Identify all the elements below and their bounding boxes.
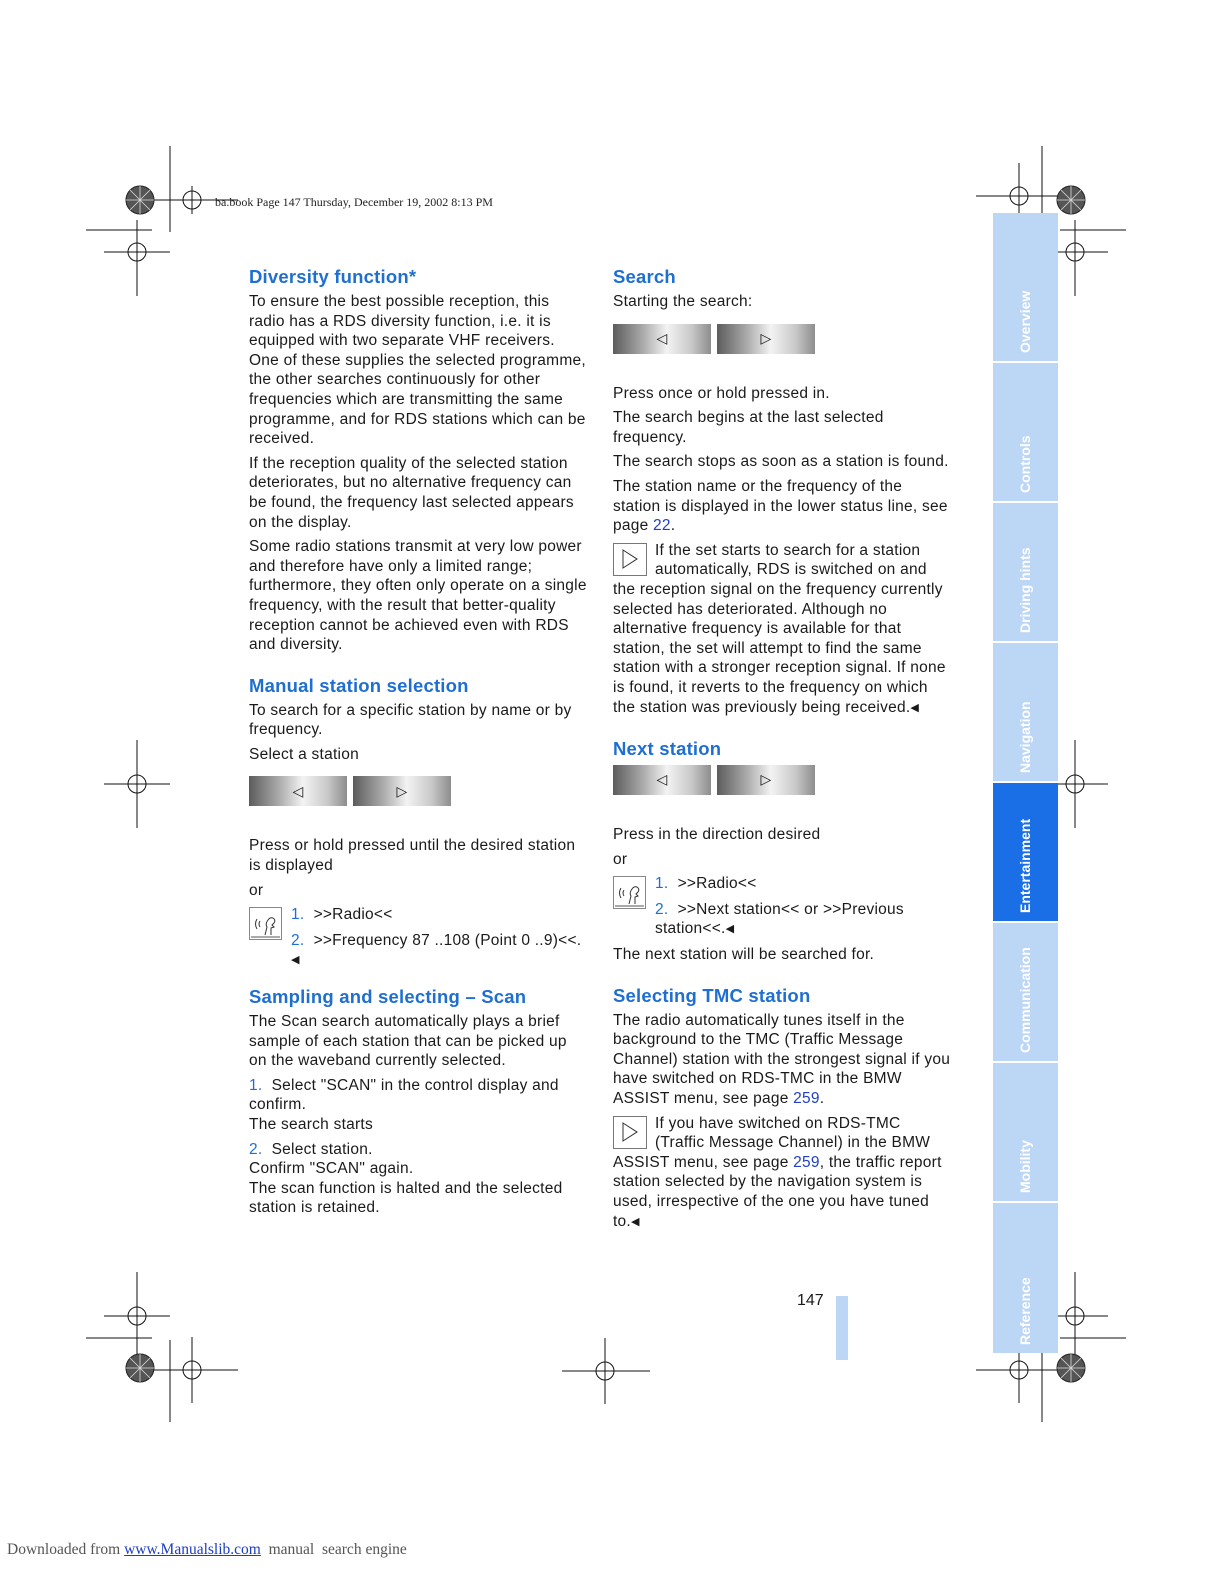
command-item: 2. >>Frequency 87 ..108 (Point 0 ..9)<<. ◀ [291,931,582,967]
left-triangle-icon: ◁ [656,329,668,346]
tab-label: Communication [1017,947,1033,1053]
note: If the set starts to search for a station automatically, RDS is switched on and the reception signal on the frequency currently selected has deteriorated. Although no alternative frequency is available for that station, the set will attempt to find the same station with a stronger reception signal. If none is found, it reverts to the frequency on which the station was previously being received.◀ [613,541,946,716]
section-next-station [613,737,953,965]
download-footer: Downloaded from www.Manualslib.com manual search engine [7,1541,407,1558]
page-link[interactable]: 22 [653,517,671,535]
tab-overview[interactable] [993,213,1058,363]
paragraph: Some radio stations transmit at very low power and therefore have only a limited range; furthermore, they often only operate on a single frequency, with the result that better-quality reception cannot be achieved even with RDS and diversity. [249,538,587,654]
note-arrow-icon [613,1116,647,1149]
tab-reference[interactable] [993,1203,1058,1353]
right-column [613,265,953,1237]
step: 1. Select "SCAN" in the control display and confirm. The search starts [249,1076,559,1133]
paragraph: If the reception quality of the selected station deteriorates, but no alternative frequency can be found, the frequency last selected appears on the display. [249,454,574,531]
page-link[interactable]: 259 [793,1153,820,1171]
seek-forward-button[interactable] [717,765,815,795]
paragraph: The Scan search automatically plays a brief sample of each station that can be picked up on the waveband currently selected. [249,1013,567,1070]
section-tmc [613,984,953,1233]
paragraph: The search stops as soon as a station is found. [613,453,949,471]
tab-controls[interactable] [993,363,1058,503]
section-title: Manual station selection [249,674,469,696]
section-title: Diversity function* [249,266,417,287]
command-item: 2. >>Next station<< or >>Previous station<<.◀ [655,900,904,938]
section-manual-station-selection [249,674,589,971]
tab-label: Entertainment [1017,818,1033,913]
tab-label: Overview [1017,290,1033,353]
step: 2. Select station. Confirm "SCAN" again. The scan function is halted and the selected station is retained. [249,1140,563,1217]
section-search [613,265,953,718]
paragraph: The radio automatically tunes itself in the background to the TMC (Traffic Message Channel) station with the strongest signal if you have switched on RDS-TMC in the BMW ASSIST menu, see page 259. [613,1011,951,1108]
end-mark-icon: ◀ [910,701,920,714]
paragraph: The next station will be searched for. [613,946,875,964]
tab-mobility[interactable] [993,1063,1058,1203]
page-link[interactable]: 259 [793,1090,820,1108]
seek-button-pair [613,765,953,799]
right-triangle-icon: ▷ [396,782,408,799]
section-title: Sampling and selecting – Scan [249,986,527,1008]
tab-label: Mobility [1017,1140,1033,1193]
seek-button-pair [249,776,589,810]
command-item: 1. >>Radio<< [655,875,757,893]
paragraph: To ensure the best possible reception, this radio has a RDS diversity function, i.e. it is equipped with two separate VHF receivers. One of these supplies the selected programme, the other searches continuously for other frequencies which are transmitting the same programme, and for RDS stations which can be received. [249,293,586,448]
seek-forward-button[interactable] [353,776,451,806]
end-mark-icon: ◀ [725,923,735,936]
section-title: Next station [613,738,722,760]
tab-label: Controls [1017,435,1033,493]
right-triangle-icon: ▷ [760,771,772,788]
or-text: or [613,850,628,868]
tab-label: Reference [1017,1277,1033,1345]
chapter-tabs [993,213,1058,1353]
voice-command-list [613,874,953,940]
section-title: Selecting TMC station [613,984,811,1006]
tab-navigation[interactable] [993,643,1058,783]
tab-label: Navigation [1017,701,1033,773]
section-diversity [249,265,589,655]
paragraph: To search for a specific station by name or by frequency. [249,701,572,739]
section-title: Search [613,266,676,287]
paragraph: Press once or hold pressed in. [613,384,830,402]
paragraph: Starting the search: [613,293,753,310]
left-triangle-icon: ◁ [292,782,304,799]
seek-back-button[interactable] [249,776,347,806]
end-mark-icon: ◀ [630,1215,640,1228]
tab-label: Driving hints [1017,547,1033,633]
seek-back-button[interactable] [613,765,711,795]
seek-back-button[interactable] [613,324,711,354]
note: If you have switched on RDS-TMC (Traffic Message Channel) in the BMW ASSIST menu, see page 259, the traffic report station selected by the navigation system is used, irrespective of the one you have tuned to.◀ [613,1114,942,1230]
tab-communication[interactable] [993,923,1058,1063]
or-text: or [249,881,264,899]
page-number: 147 [797,1292,824,1309]
voice-command-list [249,905,589,971]
left-column [249,265,589,1223]
paragraph: The station name or the frequency of the station is displayed in the lower status line, see page 22. [613,477,948,535]
seek-forward-button[interactable] [717,324,815,354]
print-slug: ba.book Page 147 Thursday, December 19, 2002 8:13 PM [215,195,493,209]
manualslib-link[interactable]: www.Manualslib.com [124,1541,261,1558]
section-scan [249,985,589,1218]
note-arrow-icon [613,543,647,576]
voice-command-icon [613,876,646,909]
tab-driving-hints[interactable] [993,503,1058,643]
tab-entertainment[interactable] [993,783,1058,923]
seek-button-pair [613,324,953,358]
left-triangle-icon: ◁ [656,771,668,788]
command-item: 1. >>Radio<< [291,906,393,924]
paragraph: Press or hold pressed until the desired station is displayed [249,837,576,875]
voice-command-icon [249,907,282,940]
paragraph: Select a station [249,745,359,763]
paragraph: The search begins at the last selected frequency. [613,409,884,446]
end-mark-icon: ◀ [291,954,300,967]
page-number-bar [836,1296,848,1360]
paragraph: Press in the direction desired [613,826,821,844]
right-triangle-icon: ▷ [760,329,772,346]
